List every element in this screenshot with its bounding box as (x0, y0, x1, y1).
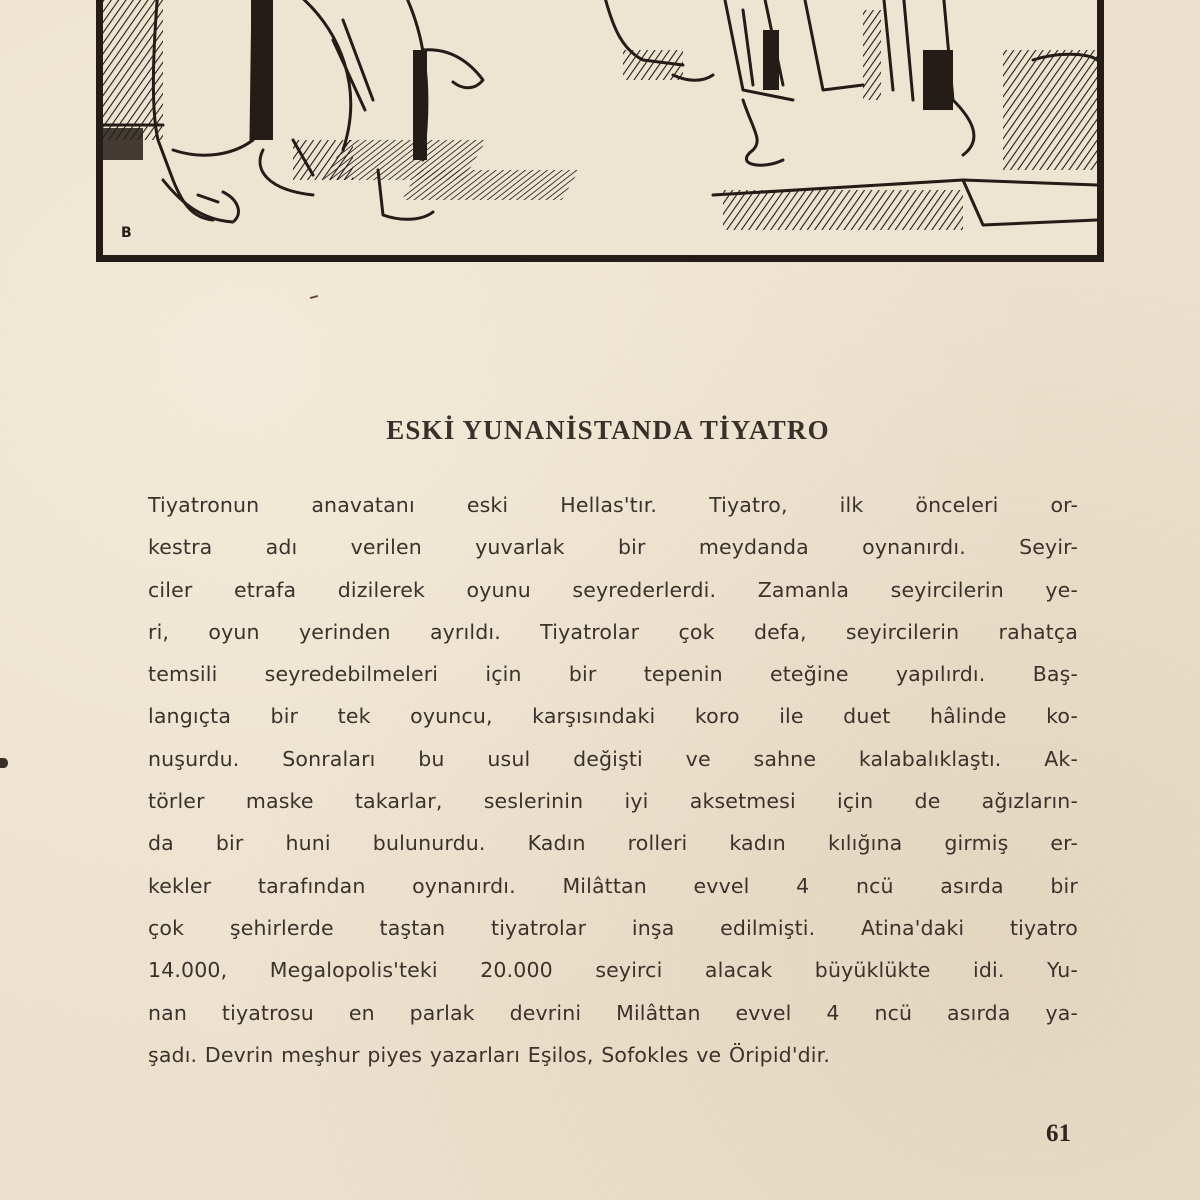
article-body (148, 484, 1078, 1076)
paper-speck (310, 295, 318, 299)
text-line: kekler tarafından oynanırdı. Milâttan evvel 4 ncü asırda bir (148, 873, 1078, 898)
illustration-drawing (103, 0, 1097, 262)
page-number: 61 (1046, 1120, 1071, 1147)
text-line: temsili seyredebilmeleri için bir tepenin eteğine yapılırdı. Baş- (148, 662, 1078, 687)
woodcut-illustration (96, 0, 1104, 262)
article-title: ESKİ YUNANİSTANDA TİYATRO (386, 415, 830, 446)
text-line: nan tiyatrosu en parlak devrini Milâttan evvel 4 ncü asırda ya- (148, 1000, 1078, 1025)
text-line: kestra adı verilen yuvarlak bir meydanda oynanırdı. Seyir- (148, 535, 1078, 560)
text-line: çok şehirlerde taştan tiyatrolar inşa edilmişti. Atina'daki tiyatro (148, 915, 1078, 940)
artist-signature: B (121, 225, 132, 241)
text-line: nuşurdu. Sonraları bu usul değişti ve sahne kalabalıklaştı. Ak- (148, 746, 1078, 771)
text-line: Tiyatronun anavatanı eski Hellas'tır. Tiyatro, ilk önceleri or- (148, 493, 1078, 517)
text-line: şadı. Devrin meşhur piyes yazarları Eşilos, Sofokles ve Öripid'dir. (148, 1042, 830, 1067)
text-line: törler maske takarlar, seslerinin iyi aksetmesi için de ağızların- (148, 789, 1078, 814)
text-line: langıçta bir tek oyuncu, karşısındaki koro ile duet hâlinde ko- (148, 704, 1078, 729)
margin-mark (0, 758, 8, 768)
text-line: da bir huni bulunurdu. Kadın rolleri kadın kılığına girmiş er- (148, 831, 1078, 856)
text-line: 14.000, Megalopolis'teki 20.000 seyirci alacak büyüklükte idi. Yu- (148, 958, 1078, 983)
text-line: ri, oyun yerinden ayrıldı. Tiyatrolar çok defa, seyircilerin rahatça (148, 619, 1078, 644)
text-line: ciler etrafa dizilerek oyunu seyrederlerdi. Zamanla seyircilerin ye- (148, 577, 1078, 602)
